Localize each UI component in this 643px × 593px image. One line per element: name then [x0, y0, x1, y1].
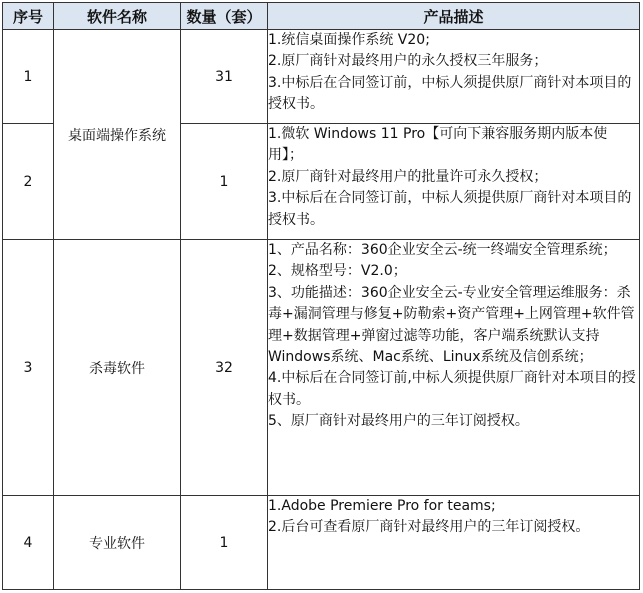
description-line: 1.统信桌面操作系统 V20;: [268, 32, 430, 48]
header-software-name: 软件名称: [54, 3, 181, 30]
description-line: 3.中标后在合同签订前，中标人须提供原厂商针对本项目的授权书。: [268, 74, 632, 113]
table-row: [3, 496, 640, 590]
row-software-name: 桌面端操作系统: [54, 30, 181, 240]
table-header-row: [3, 3, 640, 30]
row-index: 1: [3, 30, 54, 124]
row-description: [268, 496, 640, 590]
description-line: 4.中标后在合同签订前,中标人须提供原厂商针对本项目的授权书。: [268, 370, 636, 408]
description-line: 3、功能描述：360企业安全云-专业安全管理运维服务：杀毒+漏洞管理与修复+防勒索+资产管理+上网管理+软件管理+数据管理+弹窗过滤等功能，客户端系统默认支持Windows系统、Mac系统、Linux系统及信创系统；: [268, 284, 635, 366]
row-description: [268, 124, 640, 240]
row-description: [268, 240, 640, 496]
row-index: 4: [3, 496, 54, 590]
row-quantity: 31: [181, 30, 268, 124]
row-quantity: 32: [181, 240, 268, 496]
table-row: [3, 30, 640, 124]
description-line: 1、产品名称：360企业安全云-统一终端安全管理系统；: [268, 242, 617, 258]
row-software-name: 杀毒软件: [54, 240, 181, 496]
description-line: 1.微软 Windows 11 Pro【可向下兼容服务期内版本使用】；: [268, 126, 608, 164]
description-line: 5、原厂商针对最终用户的三年订阅授权。: [268, 413, 529, 430]
row-quantity: 1: [181, 124, 268, 240]
row-quantity: 1: [181, 496, 268, 590]
header-description: 产品描述: [268, 3, 640, 30]
row-description: [268, 30, 640, 124]
description-line: 1.Adobe Premiere Pro for teams;: [268, 498, 496, 514]
row-software-name: 专业软件: [54, 496, 181, 590]
description-line: 3.中标后在合同签订前，中标人须提供原厂商针对本项目的授权书。: [268, 190, 632, 228]
software-spec-table: [2, 2, 640, 590]
description-line: 2.原厂商针对最终用户的永久授权三年服务；: [268, 53, 548, 70]
table-row: [3, 240, 640, 496]
description-line: 2.原厂商针对最终用户的批量许可永久授权；: [268, 168, 548, 185]
row-index: 3: [3, 240, 54, 496]
header-quantity: 数量（套）: [181, 3, 268, 30]
header-index: 序号: [3, 3, 54, 30]
description-line: 2.后台可查看原厂商针对最终用户的三年订阅授权。: [268, 519, 590, 536]
row-index: 2: [3, 124, 54, 240]
description-line: 2、规格型号：V2.0；: [268, 263, 407, 280]
